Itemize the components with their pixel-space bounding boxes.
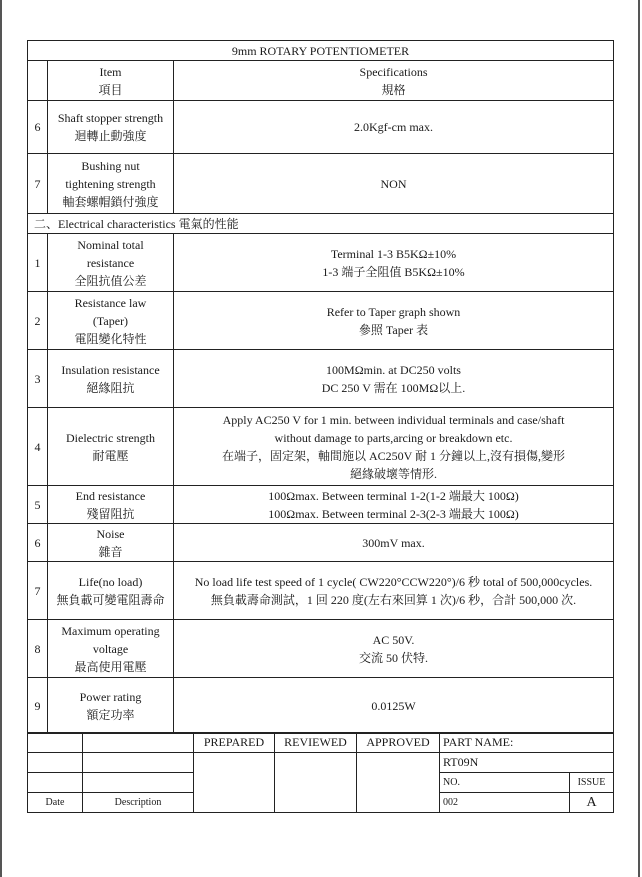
rev-cell [28, 773, 83, 793]
no-value: 002 [440, 793, 570, 813]
spec-header [174, 61, 614, 101]
spec-text: without damage to parts,arcing or breakdown etc. [274, 430, 513, 445]
spec-text: AC 50V. [372, 632, 415, 647]
spec-cell [174, 350, 614, 408]
item-text: 額定功率 [86, 707, 135, 722]
spec-text: 在端子，固定架，軸間施以 AC250V 耐 1 分鐘以上,沒有損傷,變形 [221, 448, 566, 463]
item-cell [48, 101, 174, 154]
spec-text: 1-3 端子全阻值 B5KΩ±10% [322, 264, 465, 279]
spec-text: 2.0Kgf-cm max. [354, 120, 433, 134]
spec-header-zh: 規格 [381, 82, 406, 97]
section-row [28, 214, 614, 234]
spec-text: 0.0125W [371, 698, 416, 713]
spec-cell [174, 408, 614, 486]
item-text: Life(no load) [78, 574, 143, 589]
item-cell [48, 524, 174, 562]
title-block [27, 732, 613, 813]
spec-cell [174, 486, 614, 524]
rev-desc-cell [83, 773, 194, 793]
item-cell [48, 350, 174, 408]
spec-header-en: Specifications [359, 64, 428, 79]
spec-row [28, 678, 614, 734]
item-text: 迴轉止動強度 [74, 129, 147, 143]
date-label: Date [28, 793, 83, 813]
item-text: (Taper) [92, 313, 129, 328]
item-cell [48, 234, 174, 292]
description-label: Description [83, 793, 194, 813]
page-left-edge [0, 0, 2, 877]
item-text: 殘留阻抗 [86, 506, 135, 521]
item-text: Shaft stopper strength [57, 111, 164, 125]
spec-cell [174, 234, 614, 292]
spec-cell [174, 678, 614, 734]
row-number: 7 [28, 154, 48, 214]
item-text: Insulation resistance [61, 362, 160, 377]
spec-cell [174, 154, 614, 214]
spec-cell [174, 292, 614, 350]
spec-text: No load life test speed of 1 cycle( CW220°CCW220°)/6 秒 total of 500,000cycles. [194, 574, 593, 589]
row-number: 4 [28, 408, 48, 486]
no-header-cell [28, 61, 48, 101]
spec-cell [174, 101, 614, 154]
row-number: 1 [28, 234, 48, 292]
rev-desc-cell [83, 733, 194, 753]
issue-value: A [570, 793, 614, 813]
spec-text: Terminal 1-3 B5KΩ±10% [330, 246, 457, 261]
item-text: 絕緣阻抗 [86, 380, 135, 395]
item-cell [48, 408, 174, 486]
no-label: NO. [440, 773, 570, 793]
item-header-zh: 項目 [98, 82, 123, 97]
spec-text: 100Ωmax. Between terminal 1-2(1-2 端最大 100Ω) [268, 488, 519, 503]
spec-row [28, 234, 614, 292]
spec-text: NON [380, 176, 407, 191]
item-text: Bushing nut [81, 158, 140, 173]
item-text: voltage [92, 641, 129, 656]
row-number: 7 [28, 562, 48, 620]
item-text: 雜音 [98, 544, 123, 559]
spec-sheet [27, 40, 613, 734]
row-number: 3 [28, 350, 48, 408]
item-text: resistance [86, 255, 135, 270]
approved-label: APPROVED [357, 733, 440, 753]
item-text: 無負載可變電阻壽命 [56, 592, 165, 607]
reviewed-sign [275, 753, 357, 813]
item-text: End resistance [75, 488, 146, 503]
item-text: Nominal total [77, 237, 144, 252]
rev-desc-cell [83, 753, 194, 773]
spec-text: 100Ωmax. Between terminal 2-3(2-3 端最大 100Ω) [268, 506, 519, 521]
spec-text: 絕緣破壞等情形. [350, 466, 438, 481]
spec-text: DC 250 V 需在 100MΩ以上. [321, 380, 466, 395]
spec-text: 無負載壽命測試，1 回 220 度(左右來回算 1 次)/6 秒，合計 500,000 次. [210, 592, 577, 607]
approved-sign [357, 753, 440, 813]
spec-text: 100MΩmin. at DC250 volts [326, 362, 461, 377]
item-cell [48, 486, 174, 524]
part-name-value: RT09N [440, 753, 614, 773]
item-text: 全阻抗值公差 [74, 273, 147, 288]
spec-row [28, 620, 614, 678]
rev-cell [28, 733, 83, 753]
item-text: 軸套螺帽鎖付強度 [62, 194, 159, 209]
spec-text: 交流 50 伏特. [359, 650, 429, 665]
spec-row [28, 101, 614, 154]
spec-text: Apply AC250 V for 1 min. between individual terminals and case/shaft [222, 412, 565, 427]
spec-cell [174, 562, 614, 620]
row-number: 6 [28, 101, 48, 154]
item-text: Noise [96, 526, 125, 541]
row-number: 6 [28, 524, 48, 562]
item-text: Resistance law [74, 295, 147, 310]
section-title: 二、Electrical characteristics 電氣的性能 [28, 214, 614, 234]
spec-text: 參照 Taper 表 [358, 322, 429, 337]
rev-cell [28, 753, 83, 773]
item-header [48, 61, 174, 101]
item-cell [48, 562, 174, 620]
item-cell [48, 620, 174, 678]
item-text: 耐電壓 [92, 448, 129, 463]
item-header-en: Item [99, 64, 122, 79]
issue-label: ISSUE [570, 773, 614, 793]
header-row [28, 61, 614, 101]
reviewed-label: REVIEWED [275, 733, 357, 753]
spec-row [28, 486, 614, 524]
spec-row [28, 524, 614, 562]
row-number: 9 [28, 678, 48, 734]
prepared-label: PREPARED [194, 733, 275, 753]
spec-table [27, 40, 614, 734]
row-number: 8 [28, 620, 48, 678]
item-text: Power rating [79, 689, 142, 704]
item-text: Maximum operating [61, 623, 160, 638]
item-cell [48, 678, 174, 734]
spec-row [28, 408, 614, 486]
part-name-label: PART NAME: [440, 733, 614, 753]
spec-row [28, 562, 614, 620]
spec-cell [174, 620, 614, 678]
prepared-sign [194, 753, 275, 813]
spec-row [28, 292, 614, 350]
item-cell [48, 154, 174, 214]
spec-cell [174, 524, 614, 562]
spec-row [28, 154, 614, 214]
item-text: 最高使用電壓 [74, 659, 147, 674]
spec-text: 300mV max. [362, 535, 425, 550]
spec-text: Refer to Taper graph shown [326, 304, 461, 319]
item-text: 電阻變化特性 [74, 331, 147, 346]
item-text: Dielectric strength [66, 430, 155, 445]
title-block-table [27, 732, 614, 813]
document-title: 9mm ROTARY POTENTIOMETER [28, 41, 614, 61]
page-right-edge [638, 0, 640, 877]
spec-row [28, 350, 614, 408]
item-text: tightening strength [65, 176, 156, 191]
item-cell [48, 292, 174, 350]
row-number: 2 [28, 292, 48, 350]
row-number: 5 [28, 486, 48, 524]
